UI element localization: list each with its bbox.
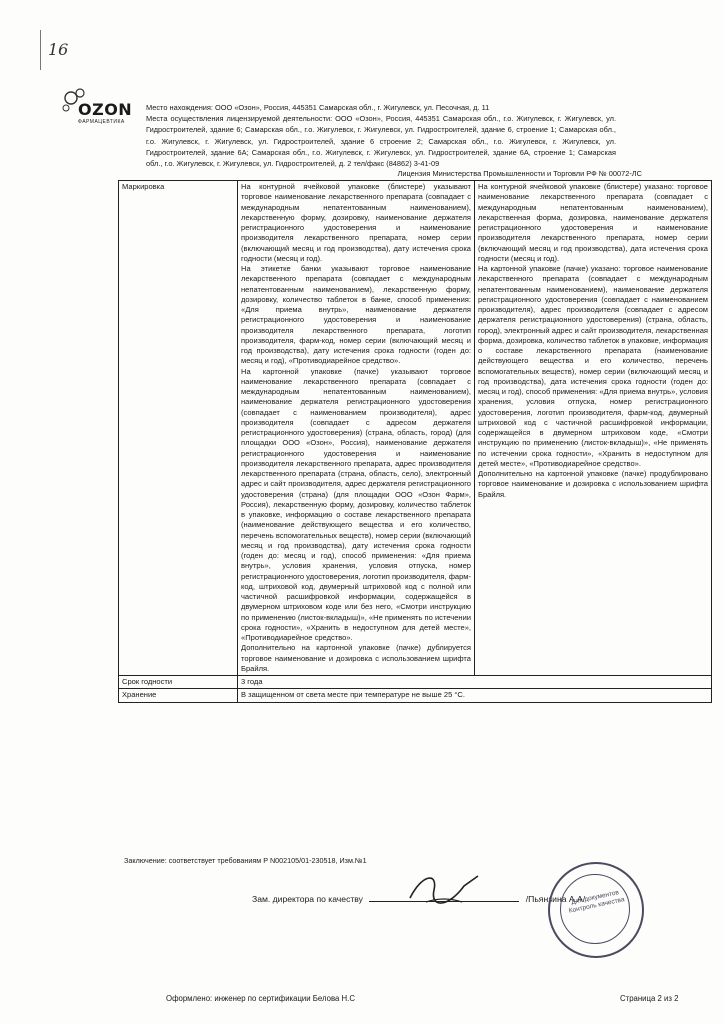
footer-page-count: Страница 2 из 2: [620, 994, 679, 1003]
storage-label: Хранение: [119, 689, 238, 702]
license-line: Лицензия Министерства Промышленности и Торговли РФ № 00072-ЛС: [397, 169, 642, 178]
company-header: [146, 102, 616, 169]
req-jar-label: На этикетке банки указывают торговое наименование лекарственного препарата (совпадает с международным непатентованным наименованием), лекарственную форму, дозировку, количество таблеток в банке, способ применения: «Для приема внутрь», наименование держателя регистрационного удостоверения и наименование производителя лекарственного препарата, логотип производителя, фарм-код, номер серии (включающий месяц и год производства), дату истечения срока годности (годен до: месяц и год), «Противодиарейное средство».: [241, 264, 471, 366]
actual-blister: На контурной ячейковой упаковке (блистере) указано: торговое наименование лекарственного препарата (совпадает с международным непатентованным наименованием), лекарственная форма, дозировка, наименование держателя регистрационного удостоверения и наименование производителя лекарственного препарата, номер серии (включающий месяц и год производства), дата истечения срока годности (месяц и год).: [478, 182, 708, 263]
req-carton: На картонной упаковке (пачке) указывают торговое наименование лекарственного препарата (совпадает с международным непатентованным наименованием), наименование держателя регистрационного удостоверения (совпадает с наименованием производителя), адрес производителя (совпадает с адресом держателя регистрационного удостоверения) (страна, область, город) (для площадки ООО «Озон», Россия), наименование держателя регистрационного удостоверения и наименование производителя лекарственного препарата, адрес производителя лекарственного препарата (страна, область, село), электронный адрес и сайт производителя, адрес держателя регистрационного удостоверения (страна) (для площадки ООО «Озон Фарм», Россия), лекарственную форму, дозировку, количество таблеток в упаковке, информацию о составе лекарственного препарата (наименование действующего вещества и его количество, перечень вспомогательных веществ), номер серии (включающий месяц и год производства), дату истечения срока годности (годен до: месяц и год), способ применения: «Для приема внутрь», условия хранения, условия отпуска, номер регистрационного удостоверения, логотип производителя, фарм-код, штриховой код, двумерный штриховой код с полной или частичной расшифровкой информации, содержащейся в двумерном штриховом коде или без него, «Смотри инструкцию по применению (листок-вкладыш)», «Не применять по истечении срока годности», «Хранить в недоступном для детей месте», «Противодиарейное средство».: [241, 366, 471, 642]
logo-subtitle: ФАРМАЦЕВТИКА: [78, 119, 125, 125]
header-address: Место нахождения: ООО «Озон», Россия, 445351 Самарская обл., г. Жигулевск, ул. Песочная, д. 11: [146, 103, 490, 112]
marking-actual: [475, 181, 712, 676]
quality-stamp: [548, 862, 644, 958]
margin-rule: [40, 30, 41, 70]
signer-title: Зам. директора по качеству: [252, 894, 363, 904]
marking-label: Маркировка: [119, 181, 238, 676]
stamp-text: Для документов Контроль качества: [568, 889, 626, 915]
header-sites: Места осуществления лицензируемой деятельности: ООО «Озон», Россия, 445351 Самарская обл., г.о. Жигулевск, г. Жигулевск, ул. Гидростроителей, здание 6; Самарская обл., г.о. Жигулевск, г. Жигулевск, ул. Гидростроителей, здание 6, строение 1; Самарская обл., г.о. Жигулевск, г. Жигулевск, ул. Гидростроителей, здание 6 строение 2; Самарская обл., г.о. Жигулевск, г. Жигулевск, ул. Гидростроителей, здание 6А; Самарская обл., г.о. Жигулевск, г. Жигулевск, ул. Гидростроителей, здание 6А, строение 1; Самарская обл., г.о. Жигулевск, г. Жигулевск, ул. Гидростроителей, д. 2 тел/факс (84862) 3-41-09: [146, 114, 616, 169]
footer-prepared-by: Оформлено: инженер по сертификации Белова Н.С: [166, 994, 355, 1003]
marking-requirements: [238, 181, 475, 676]
handwritten-page-number: 16: [48, 40, 69, 59]
company-logo: [56, 84, 136, 130]
shelf-life-value: 3 года: [238, 676, 712, 689]
marking-row: [119, 181, 712, 676]
actual-carton: На картонной упаковке (пачке) указано: торговое наименование лекарственного препарата (совпадает с международным непатентованным наименованием), наименование держателя регистрационного удостоверения (совпадает с наименованием производителя), адрес производителя (совпадает с адресом держателя регистрационного удостоверения) (страна, область, город), электронный адрес и сайт производителя, лекарственная форма, дозировка, количество таблеток в упаковке, информация о составе лекарственного препарата (наименование действующего вещества и его количество, перечень вспомогательных веществ), номер серии (включающий месяц и год производства), дата истечения срока годности (годен до: месяц и год), способ применения: «Для приема внутрь», условия хранения, условия отпуска, номер регистрационного удостоверения, логотип производителя, фарм-код, двумерный штриховой код с частичной расшифровкой информации, содержащейся в двумерном штриховом коде, «Смотри инструкцию по применению (листок-вкладыш)», «Не применять по истечении срока годности», «Хранить в недоступном для детей месте», «Противодиарейное средство».: [478, 264, 708, 468]
req-blister: На контурной ячейковой упаковке (блистере) указывают торговое наименование лекарственного препарата (совпадает с международным непатентованным наименованием), лекарственную форму, дозировку, наименование держателя регистрационного удостоверения и наименование производителя лекарственного препарата, номер серии (включающий месяц и год производства), дату истечения срока годности (месяц и год).: [241, 182, 471, 263]
shelf-life-row: [119, 676, 712, 689]
req-braille: Дополнительно на картонной упаковке (пачке) дублируется торговое наименование и дозировка с использованием шрифта Брайля.: [241, 643, 471, 673]
shelf-life-label: Срок годности: [119, 676, 238, 689]
handwritten-signature-icon: [404, 868, 484, 910]
marking-table: [118, 180, 712, 703]
storage-row: [119, 689, 712, 702]
actual-braille: Дополнительно на картонной упаковке (пачке) продублировано торговое наименование и дозировка с использованием шрифта Брайля.: [478, 469, 708, 499]
storage-value: В защищенном от света месте при температуре не выше 25 °С.: [238, 689, 712, 702]
signer-name: /Пьянзина А.А/: [525, 894, 586, 904]
conclusion: Заключение: соответствует требованиям Р N002105/01-230518, Изм.№1: [124, 856, 367, 865]
logo-brand: OZON: [78, 100, 133, 119]
